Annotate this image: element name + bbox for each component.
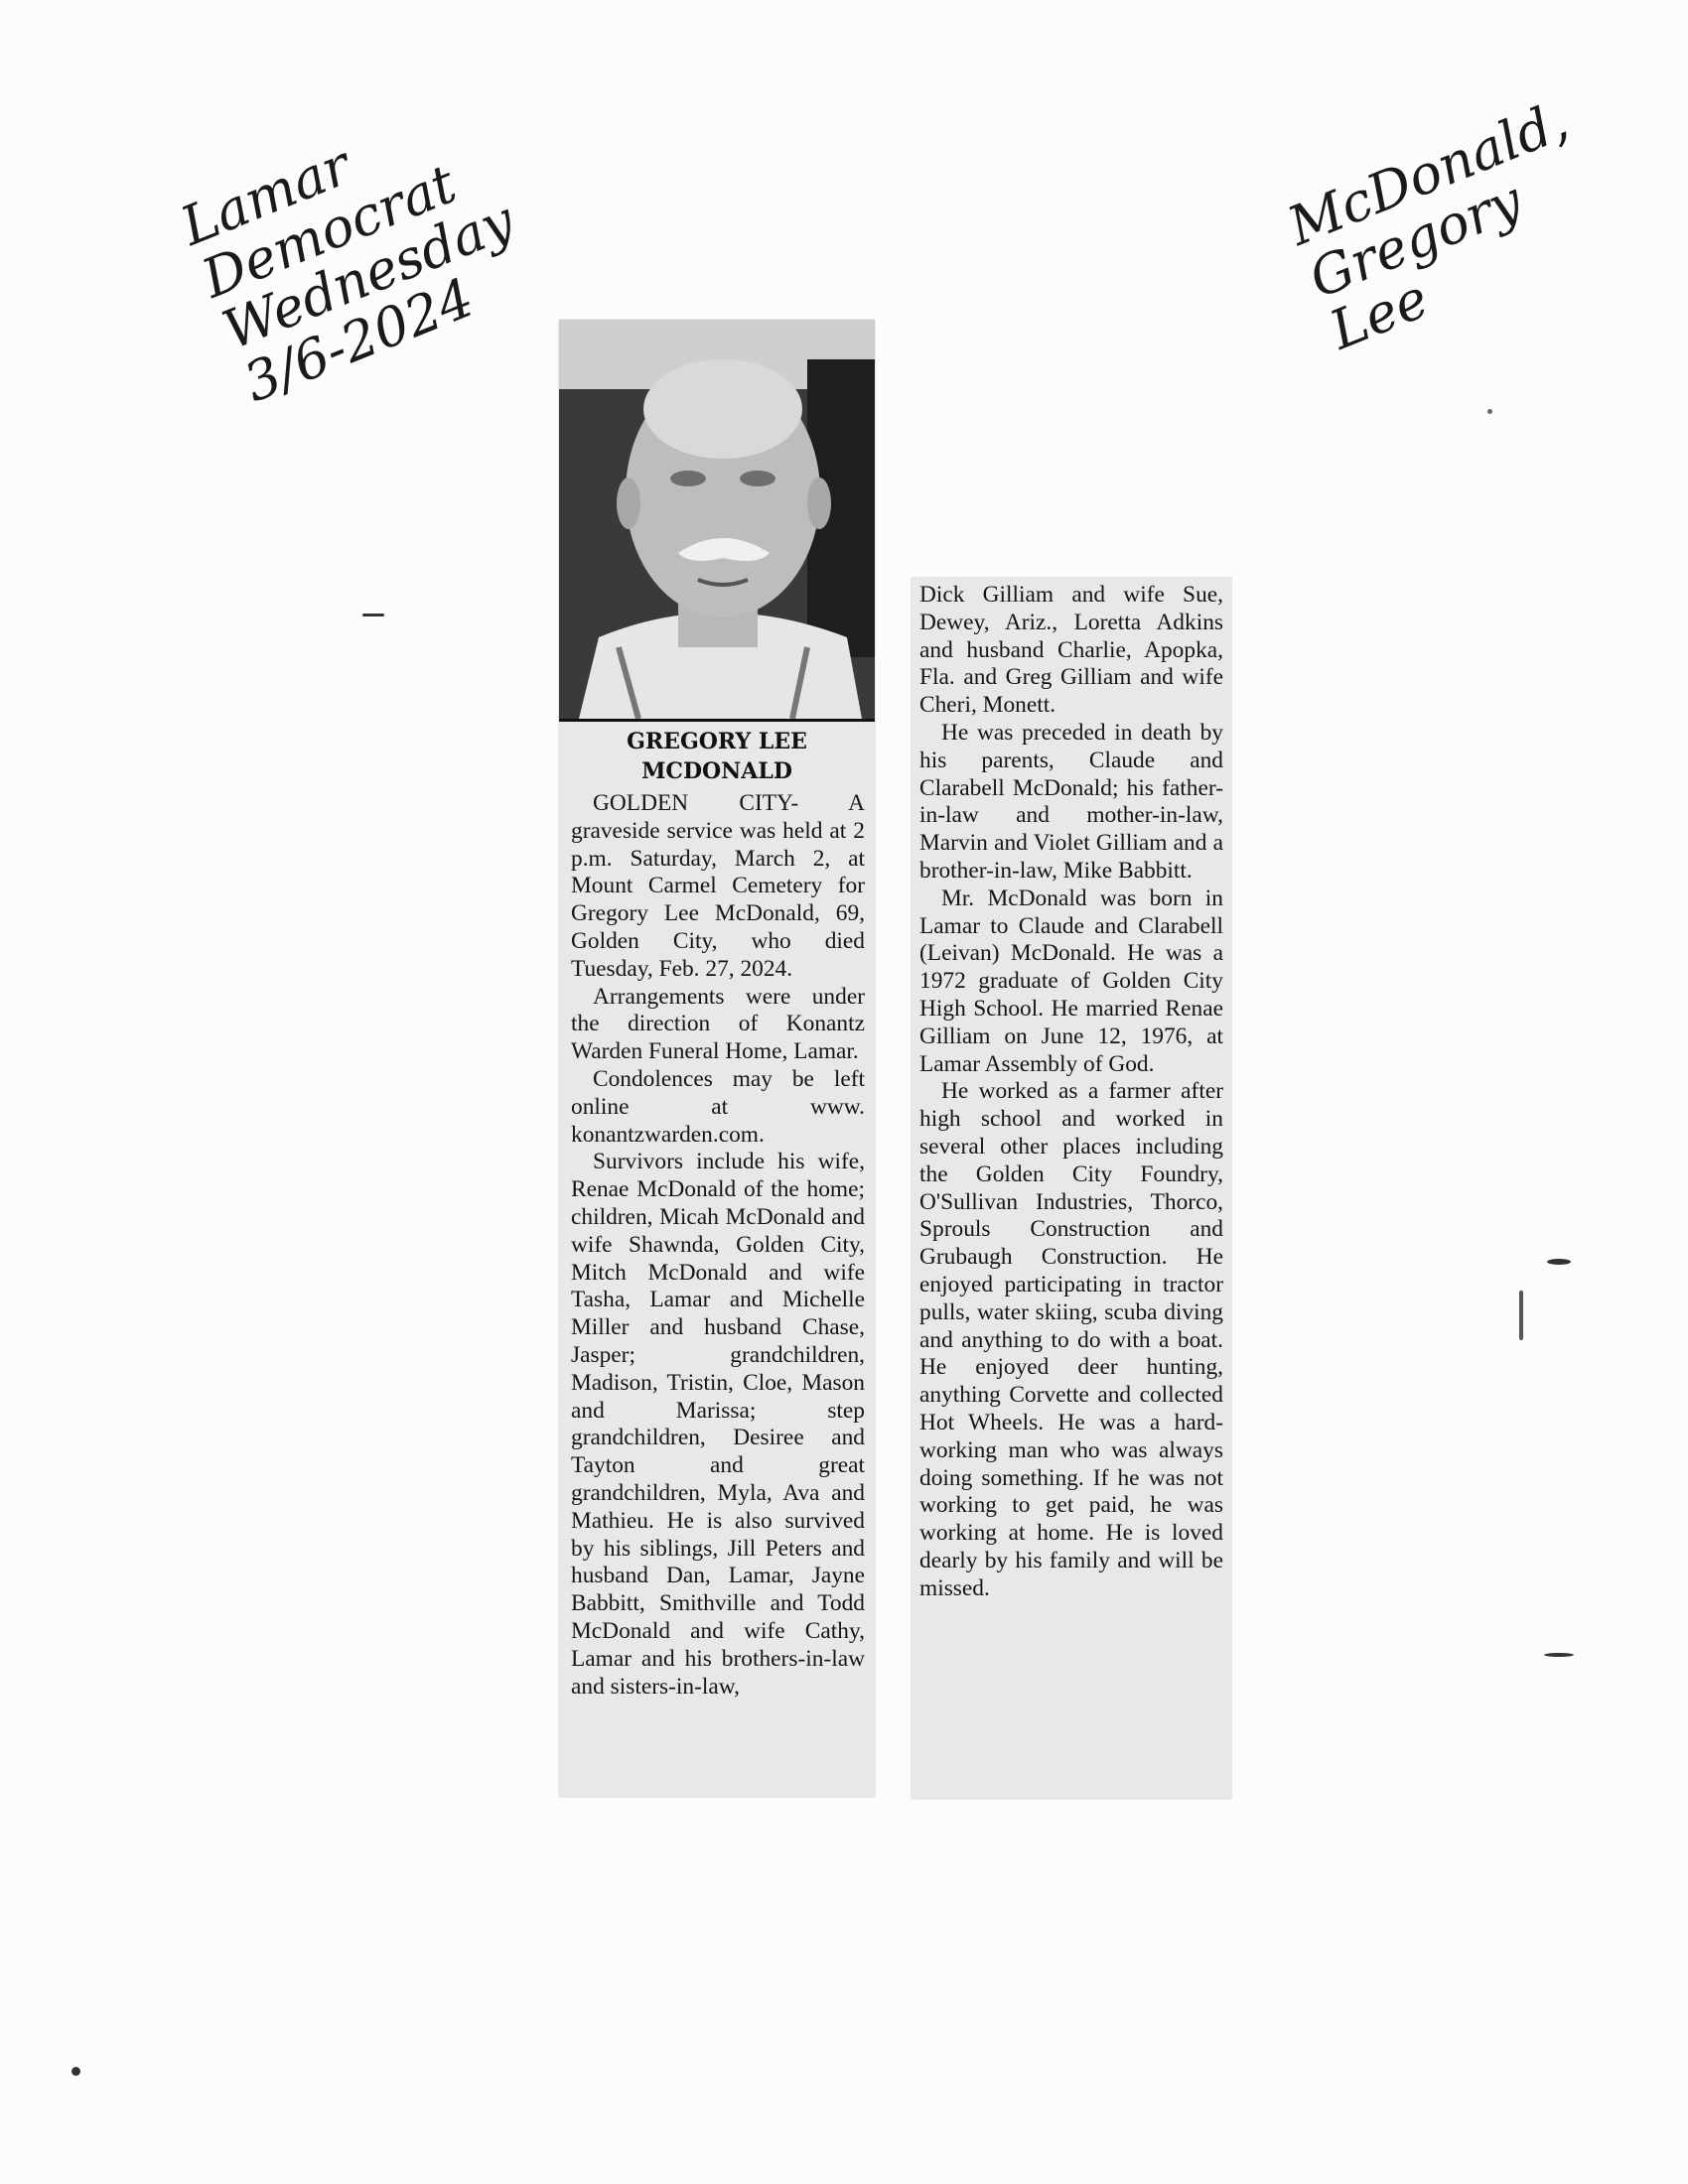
clipping-right-column <box>912 578 1231 1799</box>
scan-speck <box>1544 1653 1574 1657</box>
paragraph: He was preceded in death by his parents, Claude and Clarabell McDonald; his father-in-law and mother-in-law, Marvin and Violet Gilliam and a brother-in-law, Mike Babbitt. <box>919 719 1223 884</box>
clipping-left-column <box>559 320 875 1797</box>
headline-line-2: MCDONALD <box>641 758 792 784</box>
obituary-headline <box>559 727 875 786</box>
handwritten-name-note: McDonald, Gregory Lee <box>1279 88 1577 362</box>
obituary-left-text <box>571 790 865 1701</box>
scan-speck <box>1519 1291 1523 1340</box>
scan-speck <box>71 2067 80 2076</box>
paragraph: Arrangements were under the direction of Konantz Warden Funeral Home, Lamar. <box>571 983 865 1065</box>
obituary-right-text <box>919 582 1223 1602</box>
portrait-photo <box>559 320 875 722</box>
paragraph: Mr. McDonald was born in Lamar to Claude and Clarabell (Leivan) McDonald. He was a 1972 graduate of Golden City High School. He married Renae Gilliam on June 12, 1976, at Lamar Assembly of God. <box>919 885 1223 1077</box>
portrait-illustration <box>559 320 875 719</box>
headline-line-1: GREGORY LEE <box>627 729 807 754</box>
paragraph: Condolences may be left online at www. konantzwarden.com. <box>571 1065 865 1148</box>
paragraph: He worked as a farmer after high school and worked in several other places including the Golden City Foundry, O'Sullivan Industries, Thorco, Sprouls Construction and Grubaugh Construction. He enjoyed participating in tractor pulls, water skiing, scuba diving and anything to do with a boat. He enjoyed deer hunting, anything Corvette and collected Hot Wheels. He was a hard-working man who was always doing something. If he was not working to get paid, he was working at home. He is loved dearly by his family and will be missed. <box>919 1078 1223 1601</box>
scan-speck <box>1547 1259 1571 1265</box>
handwritten-source-note: Lamar Democrat Wednesday 3/6-2024 <box>172 133 523 415</box>
paragraph: GOLDEN CITY- A graveside service was held at 2 p.m. Saturday, March 2, at Mount Carmel Cemetery for Gregory Lee McDonald, 69, Golden City, who died Tuesday, Feb. 27, 2024. <box>571 790 865 982</box>
paragraph: Survivors include his wife, Renae McDonald of the home; children, Micah McDonald and wife Shawnda, Golden City, Mitch McDonald and wife Tasha, Lamar and Michelle Miller and husband Chase, Jasper; grandchildren, Madison, Tristin, Cloe, Mason and Marissa; step grandchildren, Desiree and Tayton and great grandchildren, Myla, Ava and Mathieu. He is also survived by his siblings, Jill Peters and husband Dan, Lamar, Jayne Babbitt, Smithville and Todd McDonald and wife Cathy, Lamar and his brothers-in-law and sisters-in-law, <box>571 1149 865 1700</box>
paragraph: Dick Gilliam and wife Sue, Dewey, Ariz., Loretta Adkins and husband Charlie, Apopka, Fla. and Greg Gilliam and wife Cheri, Monett. <box>919 582 1223 719</box>
scan-speck <box>1487 409 1492 414</box>
scan-speck <box>362 614 384 616</box>
